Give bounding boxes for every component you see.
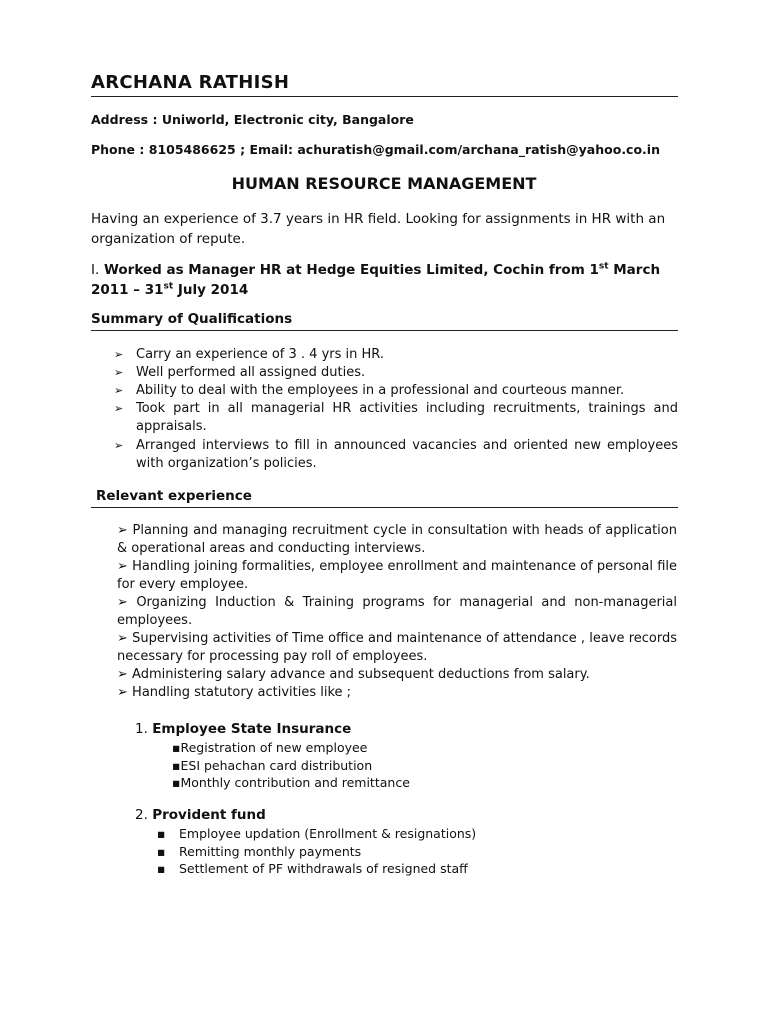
list-item: ➢ Handling joining formalities, employee enrollment and maintenance of personal file for every employee. <box>117 559 677 592</box>
esi-number: 1. <box>135 721 148 737</box>
list-item: ➢ Took part in all managerial HR activities including recruitments, trainings and appraisals. <box>114 401 678 434</box>
arrow-bullet-icon: ➢ <box>114 366 124 379</box>
qualifications-title: Summary of Qualifications <box>91 311 293 327</box>
list-item: ➢ Supervising activities of Time office and maintenance of attendance , leave records necessary for processing pay roll of employees. <box>117 631 677 664</box>
arrow-bullet-icon: ➢ <box>117 667 128 682</box>
pf-heading <box>135 807 266 823</box>
list-item: ➢ Handling statutory activities like ; <box>117 685 352 700</box>
list-item: ➢ Carry an experience of 3 . 4 yrs in HR. <box>114 347 384 362</box>
job-text-b: March <box>613 262 661 278</box>
job-number: I. <box>91 262 100 278</box>
esi-heading <box>135 721 351 737</box>
list-item: ▪ Settlement of PF withdrawals of resigned staff <box>157 861 468 876</box>
job-sup-a: st <box>598 261 609 272</box>
esi-title: Employee State Insurance <box>152 721 352 737</box>
name-underline <box>91 96 678 97</box>
pf-number: 2. <box>135 807 148 823</box>
contact-line <box>91 142 660 157</box>
candidate-name: ARCHANA RATHISH <box>91 72 290 93</box>
experience-title: Relevant experience <box>96 488 252 504</box>
esi-items <box>172 739 410 792</box>
arrow-bullet-icon: ➢ <box>117 685 128 700</box>
list-item: ➢ Arranged interviews to fill in announced vacancies and oriented new employees with organization’s policies. <box>114 438 678 471</box>
square-bullet-icon: ▪ <box>172 740 181 755</box>
phone-value: 8105486625 <box>148 142 236 157</box>
email-value: achuratish@gmail.com/archana_ratish@yahoo.co.in <box>297 142 660 157</box>
arrow-bullet-icon: ➢ <box>114 384 124 397</box>
arrow-bullet-icon: ➢ <box>114 439 124 452</box>
list-item: ▪ Employee updation (Enrollment & resignations) <box>157 826 477 841</box>
list-item: ▪Registration of new employee <box>172 740 368 755</box>
email-label: ; Email: <box>240 142 294 157</box>
square-bullet-icon: ▪ <box>157 843 166 859</box>
document-title: HUMAN RESOURCE MANAGEMENT <box>231 174 537 193</box>
qualifications-underline <box>91 330 678 331</box>
experience-list <box>117 522 677 702</box>
job-text-c: 2011 – 31 <box>91 282 164 298</box>
square-bullet-icon: ▪ <box>157 826 166 841</box>
arrow-bullet-icon: ➢ <box>117 523 128 538</box>
arrow-bullet-icon: ➢ <box>117 631 128 646</box>
job-text-a: Worked as Manager HR at Hedge Equities Limited, Cochin from 1 <box>103 262 599 278</box>
address-label: Address : <box>91 112 158 127</box>
list-item: ▪Monthly contribution and remittance <box>172 775 410 790</box>
job-text-d: July 2014 <box>177 282 249 298</box>
job-sup-b: st <box>163 281 174 292</box>
list-item: ➢ Ability to deal with the employees in a professional and courteous manner. <box>114 383 625 398</box>
pf-title: Provident fund <box>152 807 266 823</box>
address-value: Uniworld, Electronic city, Bangalore <box>161 112 414 127</box>
arrow-bullet-icon: ➢ <box>114 348 124 361</box>
list-item: ➢ Planning and managing recruitment cycle in consultation with heads of application & operational areas and conducting interviews. <box>117 523 677 556</box>
objective-paragraph: Having an experience of 3.7 years in HR field. Looking for assignments in HR with an organization of repute. <box>91 211 666 247</box>
square-bullet-icon: ▪ <box>157 861 166 876</box>
qualifications-list <box>114 346 678 473</box>
pf-items <box>157 825 476 878</box>
address-line <box>91 112 414 127</box>
arrow-bullet-icon: ➢ <box>117 595 128 610</box>
job-heading <box>91 260 681 300</box>
list-item: ▪ Remitting monthly payments <box>157 843 362 859</box>
square-bullet-icon: ▪ <box>172 775 181 790</box>
arrow-bullet-icon: ➢ <box>114 402 124 415</box>
list-item: ➢ Administering salary advance and subsequent deductions from salary. <box>117 667 590 682</box>
arrow-bullet-icon: ➢ <box>117 559 128 574</box>
square-bullet-icon: ▪ <box>172 757 181 773</box>
list-item: ➢ Organizing Induction & Training programs for managerial and non-managerial employees. <box>117 595 677 628</box>
experience-underline <box>91 507 678 508</box>
list-item: ▪ESI pehachan card distribution <box>172 757 373 773</box>
phone-label: Phone : <box>91 142 145 157</box>
list-item: ➢ Well performed all assigned duties. <box>114 365 366 380</box>
